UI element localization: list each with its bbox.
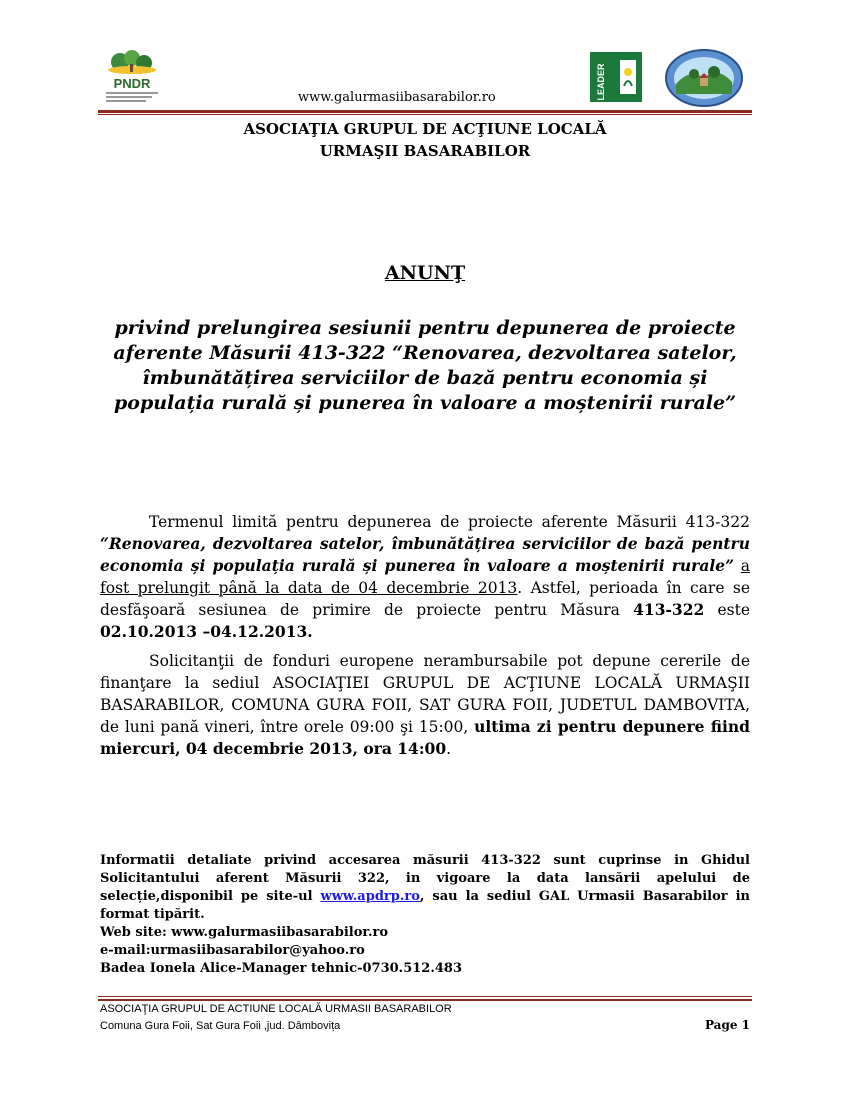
- p1-deadline-extended: a fost prelungit până la data de 04 decembrie 2013: [100, 557, 751, 597]
- announcement-subtitle: privind prelungirea sesiunii pentru depunerea de proiecte aferente Măsurii 413-322 “Renovarea, dezvoltarea satelor, îmbunătățirea serviciilor de bază pentru economia și populația rurală și punerea în valoare a moștenirii rurale”: [113, 317, 737, 414]
- body-paragraph-2: Solicitanţii de fonduri europene nerambursabile pot depune cererile de finanţare la sediul ASOCIAŢIEI GRUPUL DE ACŢIUNE LOCALĂ URMAŞII BASARABILOR, COMUNA GURA FOII, SAT GURA FOII, JUDETUL DAMBOVITA, de luni pană vineri, între orele 09:00 şi 15:00, ultima zi pentru depunere fiind miercuri, 04 decembrie 2013, ora 14:00.: [100, 652, 751, 758]
- p2-last-day: ultima zi pentru depunere fiind miercuri, 04 decembrie 2013, ora 14:00: [100, 717, 751, 758]
- p1-mid: . Astfel, perioada în care se desfăşoară sesiunea de primire de proiecte pentru Măsura: [100, 579, 750, 619]
- footer-divider-thin: [98, 996, 752, 997]
- org-title-line-2: URMAŞII BASARABILOR: [319, 142, 531, 160]
- gal-emblem-icon: [664, 48, 744, 108]
- leader-logo: [590, 52, 642, 102]
- apdrp-link[interactable]: www.apdrp.ro: [320, 889, 420, 904]
- header-website-url: www.galurmasiibasarabilor.ro: [298, 90, 496, 105]
- header-divider: [98, 110, 752, 113]
- p1-measure-name: “Renovarea, dezvoltarea satelor, îmbunătățirea serviciilor de bază pentru economia și populația rurală și punerea în valoare a moștenirii rurale”: [100, 534, 750, 575]
- footer-divider: [98, 999, 752, 1001]
- info-contact-person: Badea Ionela Alice-Manager tehnic-0730.512.483: [100, 961, 462, 976]
- p2-lead: Solicitanţii de fonduri europene nerambursabile pot depune cererile de finanţare la sediul ASOCIAŢIEI GRUPUL DE ACŢIUNE LOCALĂ URMAŞII BASARABILOR, COMUNA GURA FOII, SAT GURA FOII, JUDETUL DAMBOVITA, de luni pană vineri, între orele 09:00 şi 15:00,: [100, 652, 750, 736]
- page-number: Page 1: [704, 1018, 750, 1032]
- org-title-line-1: ASOCIAŢIA GRUPUL DE ACŢIUNE LOCALĂ: [243, 120, 607, 138]
- body-paragraph-1: Termenul limită pentru depunerea de proiecte aferente Măsurii 413-322 “Renovarea, dezvoltarea satelor, îmbunătățirea serviciilor de bază pentru economia și populația rurală și punerea în valoare a moștenirii rurale” a fost prelungit până la data de 04 decembrie 2013. Astfel, perioada în care se desfăşoară sesiunea de primire de proiecte pentru Măsura 413-322 este 02.10.2013 –04.12.2013.: [100, 513, 751, 641]
- info-paragraph: Informatii detaliate privind accesarea măsurii 413-322 sunt cuprinse in Ghidul Solicitantului aferent Măsurii 322, in vigoare la data lansării apelului de selecție,disponibil pe site-ul www.apdrp.ro, sau la sediul GAL Urmasii Basarabilor in format tipărit.: [100, 853, 750, 922]
- svg-text:PNDR: PNDR: [113, 76, 151, 91]
- info-website: Web site: www.galurmasiibasarabilor.ro: [100, 925, 389, 940]
- info-email: e-mail:urmasiibasarabilor@yahoo.ro: [100, 943, 365, 958]
- announcement-title: ANUNŢ: [384, 262, 466, 284]
- p1-measure-code: 413-322: [633, 600, 705, 619]
- p1-lead: Termenul limită pentru depunerea de proiecte aferente Măsurii 413-322: [149, 513, 750, 531]
- organization-title: [98, 118, 752, 162]
- header-divider-thin: [98, 114, 752, 115]
- footer-address: Comuna Gura Foii, Sat Gura Foii ,jud. Dâmbovița: [100, 1020, 341, 1032]
- contact-info-block: [100, 852, 750, 978]
- pndr-logo: [100, 48, 164, 104]
- svg-text:LEADER: LEADER: [596, 63, 606, 101]
- footer-organization: ASOCIAŢIA GRUPUL DE ACTIUNE LOCALĂ URMASII BASARABILOR: [100, 1003, 452, 1015]
- p1-session-period: 02.10.2013 –04.12.2013.: [100, 622, 313, 641]
